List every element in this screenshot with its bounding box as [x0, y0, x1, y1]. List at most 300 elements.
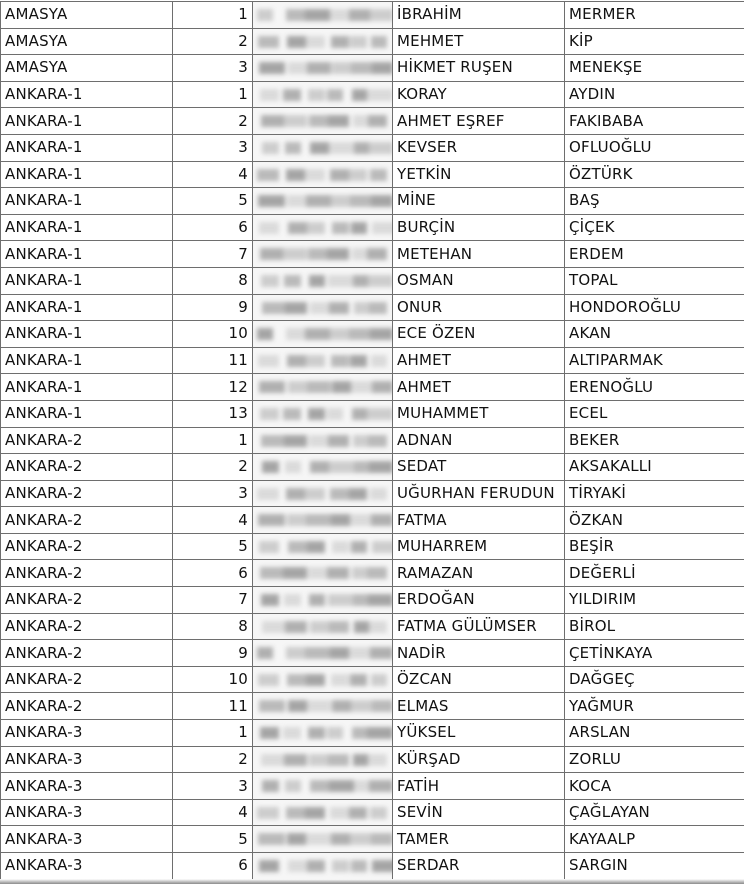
- rank-cell[interactable]: 9: [173, 294, 253, 321]
- pixelation-blur: [253, 428, 392, 454]
- first-name-cell[interactable]: AHMET: [393, 374, 565, 401]
- rank-cell[interactable]: 5: [173, 188, 253, 215]
- rank-cell[interactable]: 2: [173, 108, 253, 135]
- blur-block: [328, 275, 355, 287]
- rank-cell[interactable]: 10: [173, 321, 253, 348]
- redacted-cell[interactable]: [253, 267, 393, 294]
- rank-cell[interactable]: 4: [173, 507, 253, 534]
- last-name-cell[interactable]: YILDIRIM: [565, 587, 744, 614]
- blur-block: [371, 36, 387, 48]
- last-name-cell[interactable]: ÖZTÜRK: [565, 161, 744, 188]
- last-name-cell[interactable]: ARSLAN: [565, 720, 744, 747]
- blur-block: [327, 89, 343, 101]
- blur-block: [370, 9, 393, 21]
- pixelation-blur: [253, 853, 392, 879]
- blur-block: [283, 727, 301, 739]
- first-name-cell[interactable]: RAMAZAN: [393, 560, 565, 587]
- pixelation-blur: [253, 215, 392, 241]
- rank-cell[interactable]: 2: [173, 454, 253, 481]
- first-name-cell[interactable]: UĞURHAN FERUDUN: [393, 480, 565, 507]
- last-name-cell[interactable]: FAKIBABA: [565, 108, 744, 135]
- redacted-cell[interactable]: [253, 640, 393, 667]
- first-name-cell[interactable]: KEVSER: [393, 134, 565, 161]
- blur-block: [310, 621, 331, 633]
- blur-block: [307, 860, 325, 872]
- first-name-cell[interactable]: YÜKSEL: [393, 720, 565, 747]
- province-cell[interactable]: ANKARA-1: [1, 188, 173, 215]
- blur-block: [305, 328, 331, 340]
- redacted-cell[interactable]: [253, 454, 393, 481]
- blur-block: [351, 700, 373, 712]
- last-name-cell[interactable]: HONDOROĞLU: [565, 294, 744, 321]
- first-name-cell[interactable]: ADNAN: [393, 427, 565, 454]
- blur-block: [370, 807, 387, 819]
- redacted-cell[interactable]: [253, 853, 393, 880]
- blur-block: [284, 115, 307, 127]
- pixelation-blur: [253, 773, 392, 799]
- rank-cell[interactable]: 1: [173, 427, 253, 454]
- blur-block: [259, 62, 285, 74]
- pixelation-blur: [253, 108, 392, 134]
- blur-block: [368, 754, 387, 766]
- province-cell[interactable]: ANKARA-1: [1, 214, 173, 241]
- blur-block: [259, 222, 279, 234]
- blur-block: [284, 594, 301, 606]
- first-name-cell[interactable]: ERDOĞAN: [393, 587, 565, 614]
- first-name-cell[interactable]: YETKİN: [393, 161, 565, 188]
- blur-block: [262, 142, 279, 154]
- rank-cell[interactable]: 4: [173, 161, 253, 188]
- blur-block: [372, 541, 393, 553]
- province-cell[interactable]: ANKARA-3: [1, 773, 173, 800]
- province-cell[interactable]: ANKARA-2: [1, 587, 173, 614]
- redacted-cell[interactable]: [253, 55, 393, 82]
- blur-block: [305, 647, 331, 659]
- rank-cell[interactable]: 2: [173, 28, 253, 55]
- redacted-cell[interactable]: [253, 108, 393, 135]
- blur-block: [307, 541, 325, 553]
- last-name-cell[interactable]: MENEKŞE: [565, 55, 744, 82]
- province-cell[interactable]: ANKARA-1: [1, 241, 173, 268]
- blur-block: [369, 780, 393, 792]
- first-name-cell[interactable]: ELMAS: [393, 693, 565, 720]
- blur-block: [288, 541, 307, 553]
- pixelation-blur: [253, 720, 392, 746]
- blur-block: [258, 195, 285, 207]
- blur-block: [286, 488, 307, 500]
- last-name-cell[interactable]: ERENOĞLU: [565, 374, 744, 401]
- rank-cell[interactable]: 5: [173, 826, 253, 853]
- first-name-cell[interactable]: FATİH: [393, 773, 565, 800]
- rank-cell[interactable]: 10: [173, 666, 253, 693]
- pixelation-blur: [253, 534, 392, 560]
- redacted-cell[interactable]: [253, 773, 393, 800]
- province-cell[interactable]: ANKARA-3: [1, 853, 173, 880]
- pixelation-blur: [253, 401, 392, 427]
- redacted-cell[interactable]: [253, 693, 393, 720]
- bottom-edge-shadow: [0, 879, 744, 884]
- rank-cell[interactable]: 11: [173, 693, 253, 720]
- last-name-cell[interactable]: DEĞERLİ: [565, 560, 744, 587]
- province-cell[interactable]: ANKARA-2: [1, 613, 173, 640]
- table-row: [1, 587, 744, 614]
- province-cell[interactable]: ANKARA-3: [1, 799, 173, 826]
- blur-block: [371, 514, 393, 526]
- blur-block: [308, 89, 325, 101]
- pixelation-blur: [253, 268, 392, 294]
- first-name-cell[interactable]: SERDAR: [393, 853, 565, 880]
- table-row: [1, 826, 744, 853]
- pixelation-blur: [253, 29, 392, 55]
- blur-block: [261, 275, 279, 287]
- last-name-cell[interactable]: BİROL: [565, 613, 744, 640]
- first-name-cell[interactable]: KÜRŞAD: [393, 746, 565, 773]
- last-name-cell[interactable]: ALTIPARMAK: [565, 347, 744, 374]
- pixelation-blur: [253, 321, 392, 347]
- redacted-cell[interactable]: [253, 533, 393, 560]
- redacted-cell[interactable]: [253, 587, 393, 614]
- province-cell[interactable]: ANKARA-1: [1, 108, 173, 135]
- blur-block: [327, 567, 349, 579]
- first-name-cell[interactable]: ECE ÖZEN: [393, 321, 565, 348]
- blur-block: [306, 674, 325, 686]
- province-cell[interactable]: ANKARA-1: [1, 400, 173, 427]
- redacted-cell[interactable]: [253, 347, 393, 374]
- table-row: [1, 480, 744, 507]
- pixelation-blur: [253, 747, 392, 773]
- redacted-cell[interactable]: [253, 374, 393, 401]
- province-cell[interactable]: ANKARA-2: [1, 560, 173, 587]
- table-row: [1, 666, 744, 693]
- redacted-cell[interactable]: [253, 161, 393, 188]
- redacted-cell[interactable]: [253, 480, 393, 507]
- blur-block: [285, 142, 301, 154]
- blur-block: [258, 355, 279, 367]
- blur-block: [308, 408, 325, 420]
- table-row: [1, 267, 744, 294]
- rank-cell[interactable]: 3: [173, 55, 253, 82]
- pixelation-blur: [253, 135, 392, 161]
- table-row: [1, 214, 744, 241]
- blur-block: [305, 169, 325, 181]
- rank-cell[interactable]: 8: [173, 267, 253, 294]
- blur-block: [372, 222, 393, 234]
- rank-cell[interactable]: 2: [173, 746, 253, 773]
- blur-block: [305, 9, 331, 21]
- first-name-cell[interactable]: TAMER: [393, 826, 565, 853]
- last-name-cell[interactable]: AKAN: [565, 321, 744, 348]
- rank-cell[interactable]: 6: [173, 853, 253, 880]
- province-cell[interactable]: ANKARA-1: [1, 161, 173, 188]
- last-name-cell[interactable]: ÇETİNKAYA: [565, 640, 744, 667]
- rank-cell[interactable]: 8: [173, 613, 253, 640]
- rank-cell[interactable]: 1: [173, 720, 253, 747]
- rank-cell[interactable]: 13: [173, 400, 253, 427]
- candidate-table: [0, 1, 744, 880]
- rank-cell[interactable]: 3: [173, 773, 253, 800]
- last-name-cell[interactable]: BAŞ: [565, 188, 744, 215]
- blur-block: [285, 621, 307, 633]
- first-name-cell[interactable]: NADİR: [393, 640, 565, 667]
- redacted-cell[interactable]: [253, 826, 393, 853]
- table-row: [1, 81, 744, 108]
- province-cell[interactable]: ANKARA-2: [1, 427, 173, 454]
- last-name-cell[interactable]: ÇİÇEK: [565, 214, 744, 241]
- blur-block: [260, 408, 279, 420]
- blur-block: [369, 302, 387, 314]
- province-cell[interactable]: ANKARA-2: [1, 533, 173, 560]
- first-name-cell[interactable]: AHMET: [393, 347, 565, 374]
- blur-block: [259, 541, 279, 553]
- blur-block: [262, 461, 279, 473]
- blur-block: [307, 62, 331, 74]
- first-name-cell[interactable]: FATMA: [393, 507, 565, 534]
- redacted-cell[interactable]: [253, 400, 393, 427]
- pixelation-blur: [253, 162, 392, 188]
- blur-block: [370, 488, 387, 500]
- last-name-cell[interactable]: OFLUOĞLU: [565, 134, 744, 161]
- rank-cell[interactable]: 3: [173, 480, 253, 507]
- province-cell[interactable]: ANKARA-2: [1, 640, 173, 667]
- province-cell[interactable]: ANKARA-3: [1, 720, 173, 747]
- rank-cell[interactable]: 1: [173, 2, 253, 29]
- blur-block: [257, 328, 273, 340]
- province-cell[interactable]: AMASYA: [1, 28, 173, 55]
- rank-cell[interactable]: 5: [173, 533, 253, 560]
- pixelation-blur: [253, 374, 392, 400]
- blur-block: [329, 302, 349, 314]
- last-name-cell[interactable]: KAYAALP: [565, 826, 744, 853]
- pixelation-blur: [253, 188, 392, 214]
- redacted-cell[interactable]: [253, 427, 393, 454]
- blur-block: [351, 222, 367, 234]
- province-cell[interactable]: ANKARA-2: [1, 480, 173, 507]
- rank-cell[interactable]: 1: [173, 81, 253, 108]
- table-row: [1, 613, 744, 640]
- table-row: [1, 347, 744, 374]
- first-name-cell[interactable]: ÖZCAN: [393, 666, 565, 693]
- blur-block: [285, 461, 301, 473]
- redacted-cell[interactable]: [253, 799, 393, 826]
- last-name-cell[interactable]: DAĞGEÇ: [565, 666, 744, 693]
- rank-cell[interactable]: 7: [173, 587, 253, 614]
- province-cell[interactable]: ANKARA-2: [1, 666, 173, 693]
- first-name-cell[interactable]: KORAY: [393, 81, 565, 108]
- province-cell[interactable]: AMASYA: [1, 55, 173, 82]
- blur-block: [330, 169, 349, 181]
- pixelation-blur: [253, 826, 392, 852]
- first-name-cell[interactable]: SEDAT: [393, 454, 565, 481]
- blur-block: [368, 275, 393, 287]
- last-name-cell[interactable]: AKSAKALLI: [565, 454, 744, 481]
- table-row: [1, 454, 744, 481]
- blur-block: [370, 647, 393, 659]
- last-name-cell[interactable]: TOPAL: [565, 267, 744, 294]
- pixelation-blur: [253, 481, 392, 507]
- blur-block: [307, 222, 325, 234]
- blur-block: [372, 62, 393, 74]
- blur-block: [368, 594, 393, 606]
- last-name-cell[interactable]: KİP: [565, 28, 744, 55]
- last-name-cell[interactable]: SARGIN: [565, 853, 744, 880]
- blur-block: [262, 302, 285, 314]
- table-row: [1, 720, 744, 747]
- blur-block: [371, 355, 387, 367]
- redacted-cell[interactable]: [253, 241, 393, 268]
- blur-block: [261, 594, 279, 606]
- province-cell[interactable]: AMASYA: [1, 2, 173, 29]
- first-name-cell[interactable]: MEHMET: [393, 28, 565, 55]
- blur-block: [288, 222, 307, 234]
- province-cell[interactable]: ANKARA-3: [1, 746, 173, 773]
- pixelation-blur: [253, 82, 392, 108]
- last-name-cell[interactable]: BEKER: [565, 427, 744, 454]
- province-cell[interactable]: ANKARA-1: [1, 134, 173, 161]
- first-name-cell[interactable]: İBRAHİM: [393, 2, 565, 29]
- blur-block: [260, 89, 279, 101]
- first-name-cell[interactable]: METEHAN: [393, 241, 565, 268]
- table-row: [1, 427, 744, 454]
- last-name-cell[interactable]: ZORLU: [565, 746, 744, 773]
- last-name-cell[interactable]: ECEL: [565, 400, 744, 427]
- table-row: [1, 746, 744, 773]
- rank-cell[interactable]: 3: [173, 134, 253, 161]
- first-name-cell[interactable]: AHMET EŞREF: [393, 108, 565, 135]
- blur-block: [306, 514, 331, 526]
- blur-block: [288, 860, 307, 872]
- province-cell[interactable]: ANKARA-1: [1, 374, 173, 401]
- blur-block: [287, 355, 307, 367]
- last-name-cell[interactable]: MERMER: [565, 2, 744, 29]
- blur-block: [349, 488, 367, 500]
- redacted-cell[interactable]: [253, 294, 393, 321]
- blur-block: [328, 594, 355, 606]
- last-name-cell[interactable]: AYDIN: [565, 81, 744, 108]
- blur-block: [370, 169, 387, 181]
- rank-cell[interactable]: 11: [173, 347, 253, 374]
- table-row: [1, 773, 744, 800]
- blur-block: [367, 567, 387, 579]
- redacted-cell[interactable]: [253, 613, 393, 640]
- redacted-cell[interactable]: [253, 666, 393, 693]
- first-name-cell[interactable]: MİNE: [393, 188, 565, 215]
- blur-block: [260, 567, 285, 579]
- province-cell[interactable]: ANKARA-2: [1, 454, 173, 481]
- first-name-cell[interactable]: BURÇİN: [393, 214, 565, 241]
- table-row: [1, 560, 744, 587]
- province-cell[interactable]: ANKARA-3: [1, 826, 173, 853]
- blur-block: [284, 435, 307, 447]
- redacted-cell[interactable]: [253, 507, 393, 534]
- blur-block: [369, 142, 393, 154]
- rank-cell[interactable]: 4: [173, 799, 253, 826]
- blur-block: [259, 860, 279, 872]
- province-cell[interactable]: ANKARA-1: [1, 347, 173, 374]
- redacted-cell[interactable]: [253, 321, 393, 348]
- first-name-cell[interactable]: MUHARREM: [393, 533, 565, 560]
- blur-block: [372, 860, 393, 872]
- blur-block: [261, 435, 285, 447]
- blur-block: [350, 195, 373, 207]
- blur-block: [310, 302, 331, 314]
- blur-block: [285, 302, 307, 314]
- first-name-cell[interactable]: OSMAN: [393, 267, 565, 294]
- blur-block: [284, 275, 301, 287]
- redacted-cell[interactable]: [253, 720, 393, 747]
- redacted-cell[interactable]: [253, 746, 393, 773]
- redacted-cell[interactable]: [253, 2, 393, 29]
- last-name-cell[interactable]: ERDEM: [565, 241, 744, 268]
- blur-block: [328, 754, 349, 766]
- blur-block: [371, 833, 393, 845]
- blur-block: [257, 488, 279, 500]
- province-cell[interactable]: ANKARA-1: [1, 321, 173, 348]
- pixelation-blur: [253, 667, 392, 693]
- redacted-cell[interactable]: [253, 134, 393, 161]
- rank-cell[interactable]: 7: [173, 241, 253, 268]
- redacted-cell[interactable]: [253, 214, 393, 241]
- blur-block: [261, 115, 285, 127]
- table-row: [1, 321, 744, 348]
- blur-block: [372, 381, 393, 393]
- province-cell[interactable]: ANKARA-1: [1, 294, 173, 321]
- last-name-cell[interactable]: ÇAĞLAYAN: [565, 799, 744, 826]
- last-name-cell[interactable]: BEŞİR: [565, 533, 744, 560]
- rank-cell[interactable]: 6: [173, 214, 253, 241]
- blur-block: [368, 435, 387, 447]
- province-cell[interactable]: ANKARA-1: [1, 267, 173, 294]
- first-name-cell[interactable]: SEVİN: [393, 799, 565, 826]
- blur-block: [306, 36, 325, 48]
- pixelation-blur: [253, 241, 392, 267]
- redacted-cell[interactable]: [253, 81, 393, 108]
- blur-block: [368, 115, 387, 127]
- blur-block: [329, 461, 355, 473]
- redacted-cell[interactable]: [253, 28, 393, 55]
- blur-block: [257, 169, 279, 181]
- rank-cell[interactable]: 12: [173, 374, 253, 401]
- province-cell[interactable]: ANKARA-2: [1, 507, 173, 534]
- last-name-cell[interactable]: ÖZKAN: [565, 507, 744, 534]
- pixelation-blur: [253, 55, 392, 81]
- first-name-cell[interactable]: FATMA GÜLÜMSER: [393, 613, 565, 640]
- last-name-cell[interactable]: TİRYAKİ: [565, 480, 744, 507]
- blur-block: [259, 381, 285, 393]
- blur-block: [331, 355, 349, 367]
- rank-cell[interactable]: 6: [173, 560, 253, 587]
- last-name-cell[interactable]: KOCA: [565, 773, 744, 800]
- first-name-cell[interactable]: MUHAMMET: [393, 400, 565, 427]
- first-name-cell[interactable]: ONUR: [393, 294, 565, 321]
- pixelation-blur: [253, 507, 392, 533]
- pixelation-blur: [253, 587, 392, 613]
- blur-block: [332, 860, 349, 872]
- blur-block: [258, 833, 285, 845]
- blur-block: [367, 248, 387, 260]
- redacted-cell[interactable]: [253, 560, 393, 587]
- blur-block: [260, 248, 285, 260]
- table-row: [1, 108, 744, 135]
- blur-block: [305, 807, 325, 819]
- first-name-cell[interactable]: HİKMET RUŞEN: [393, 55, 565, 82]
- blur-block: [306, 833, 331, 845]
- rank-cell[interactable]: 9: [173, 640, 253, 667]
- redacted-cell[interactable]: [253, 188, 393, 215]
- province-cell[interactable]: ANKARA-1: [1, 81, 173, 108]
- blur-block: [328, 115, 349, 127]
- last-name-cell[interactable]: YAĞMUR: [565, 693, 744, 720]
- province-cell[interactable]: ANKARA-2: [1, 693, 173, 720]
